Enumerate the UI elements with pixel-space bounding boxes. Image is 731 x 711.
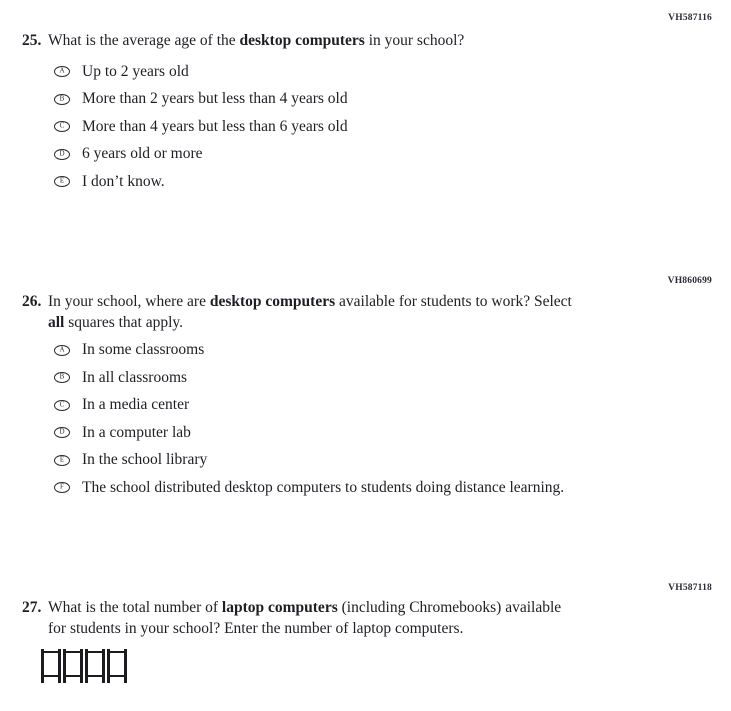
prompt-bold: desktop computers bbox=[209, 293, 336, 310]
option-letter: D bbox=[59, 149, 65, 158]
option-letter: B bbox=[59, 94, 65, 103]
option-letter: E bbox=[59, 455, 65, 464]
digit-box-3[interactable] bbox=[88, 651, 102, 677]
option-row-25-d bbox=[0, 141, 731, 169]
option-label: In some classrooms bbox=[82, 341, 205, 359]
option-letter: E bbox=[59, 176, 65, 185]
digit-box-4[interactable] bbox=[110, 651, 124, 677]
answer-bubble-25-d[interactable] bbox=[54, 149, 70, 160]
question-27-number: 27. bbox=[22, 599, 42, 616]
prompt-text: What is the total number of bbox=[48, 599, 222, 616]
answer-bubble-26-e[interactable] bbox=[54, 455, 70, 466]
option-letter: F bbox=[60, 482, 64, 491]
question-25-options bbox=[0, 58, 731, 196]
question-25 bbox=[22, 30, 648, 51]
option-letter: C bbox=[59, 121, 65, 130]
question-25-text bbox=[48, 30, 648, 51]
item-code-25: VH587116 bbox=[668, 13, 712, 23]
prompt-bold: laptop computers bbox=[221, 599, 338, 616]
question-26-text bbox=[48, 291, 648, 333]
question-27-text bbox=[48, 597, 648, 639]
question-27 bbox=[22, 597, 648, 639]
option-row-26-e bbox=[0, 447, 731, 475]
item-code-27: VH587118 bbox=[668, 583, 712, 593]
option-letter: C bbox=[59, 400, 65, 409]
option-label: In a media center bbox=[82, 396, 190, 414]
question-26-options bbox=[0, 337, 731, 502]
option-letter: A bbox=[59, 345, 65, 354]
option-label: More than 4 years but less than 6 years old bbox=[82, 117, 348, 135]
option-letter: B bbox=[59, 372, 65, 381]
answer-bubble-26-d[interactable] bbox=[54, 427, 70, 438]
item-code-26: VH860699 bbox=[667, 276, 712, 286]
answer-bubble-25-a[interactable] bbox=[54, 66, 70, 77]
option-row-25-b bbox=[0, 86, 731, 114]
prompt-bold: all bbox=[48, 314, 65, 331]
prompt-bold: desktop computers bbox=[239, 32, 365, 49]
option-row-25-a bbox=[0, 58, 731, 86]
option-label: In all classrooms bbox=[82, 368, 188, 386]
question-25-number: 25. bbox=[22, 32, 42, 49]
prompt-text: for students in your school? Enter the number of laptop computers. bbox=[48, 620, 464, 637]
question-26-number: 26. bbox=[22, 293, 42, 310]
prompt-text: squares that apply. bbox=[64, 314, 184, 331]
prompt-text: in your school? bbox=[364, 32, 465, 49]
prompt-text: available for students to work? Select bbox=[335, 293, 572, 310]
option-row-25-e bbox=[0, 168, 731, 196]
option-row-26-a bbox=[0, 337, 731, 365]
option-letter: A bbox=[59, 66, 65, 75]
answer-bubble-25-c[interactable] bbox=[54, 121, 70, 132]
answer-bubble-26-a[interactable] bbox=[54, 345, 70, 356]
prompt-text: (including Chromebooks) available bbox=[337, 599, 562, 616]
question-26 bbox=[22, 291, 648, 333]
option-label: The school distributed desktop computers to students doing distance learning. bbox=[82, 478, 565, 496]
option-row-26-f bbox=[0, 474, 731, 502]
option-label: 6 years old or more bbox=[82, 145, 203, 163]
answer-bubble-25-b[interactable] bbox=[54, 94, 70, 105]
option-letter: D bbox=[59, 427, 65, 436]
option-label: In a computer lab bbox=[82, 423, 191, 441]
digit-box-1[interactable] bbox=[44, 651, 58, 677]
answer-bubble-26-b[interactable] bbox=[54, 372, 70, 383]
option-row-25-c bbox=[0, 113, 731, 141]
option-row-26-c bbox=[0, 392, 731, 420]
option-label: In the school library bbox=[82, 451, 208, 469]
answer-bubble-26-c[interactable] bbox=[54, 400, 70, 411]
digit-box-2[interactable] bbox=[66, 651, 80, 677]
answer-bubble-26-f[interactable] bbox=[54, 482, 70, 493]
option-label: I don’t know. bbox=[82, 172, 165, 190]
option-row-26-d bbox=[0, 419, 731, 447]
option-label: Up to 2 years old bbox=[82, 62, 189, 80]
prompt-text: What is the average age of the bbox=[48, 32, 240, 49]
option-label: More than 2 years but less than 4 years old bbox=[82, 90, 348, 108]
option-row-26-b bbox=[0, 364, 731, 392]
answer-bubble-25-e[interactable] bbox=[54, 176, 70, 187]
prompt-text: In your school, where are bbox=[48, 293, 210, 310]
number-entry-boxes bbox=[44, 651, 132, 677]
